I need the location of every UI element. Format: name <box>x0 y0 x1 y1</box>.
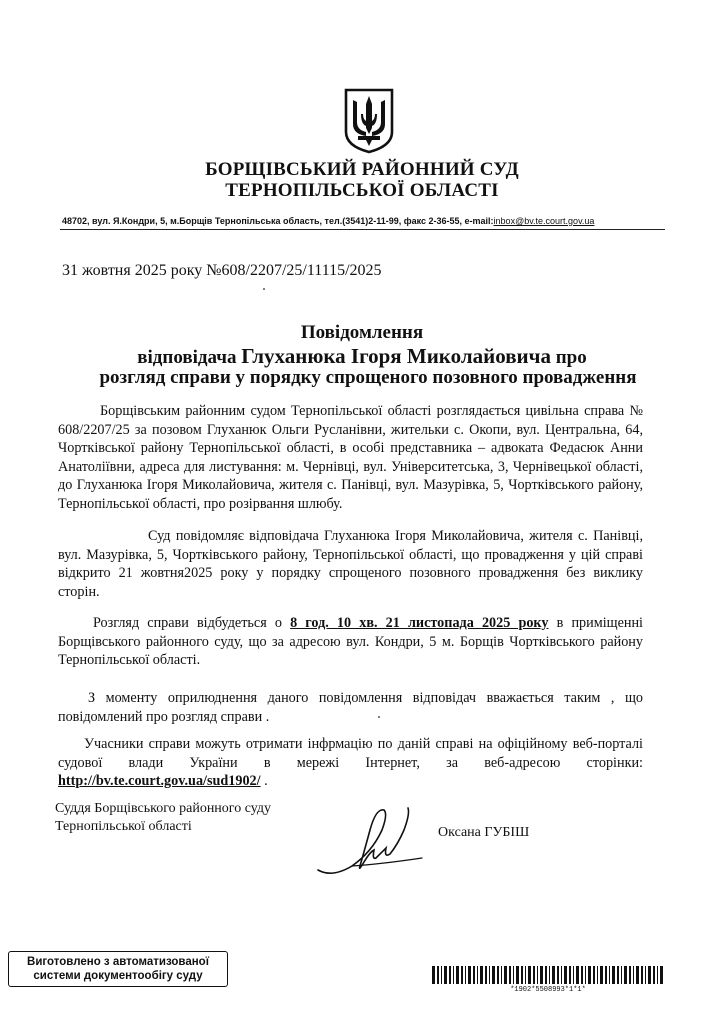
barcode-bar <box>468 966 471 984</box>
barcode-bar <box>564 966 567 984</box>
barcode-bar <box>465 966 466 984</box>
court-name-line2: ТЕРНОПІЛЬСЬКОЇ ОБЛАСТІ <box>225 180 499 201</box>
barcode-bar <box>657 966 658 984</box>
barcode-bar <box>444 966 447 984</box>
scan-speck <box>378 716 380 718</box>
judge-title <box>55 800 271 836</box>
hearing-text-after: в приміщенні Борщівського районного суду, що за адресою вул. Кондри, 5 м. Борщів Чортківського району Тернопільської області. <box>58 615 643 668</box>
barcode-bar <box>609 966 610 984</box>
barcode-bar <box>612 966 615 984</box>
barcode-bar <box>621 966 622 984</box>
paragraph-web-info <box>58 735 643 791</box>
court-website-link[interactable]: http://bv.te.court.gov.ua/sud1902/ <box>58 773 261 789</box>
paragraph-hearing-time <box>58 614 643 670</box>
stamp-line2: системи документообігу суду <box>33 970 203 982</box>
header-divider <box>60 229 665 230</box>
barcode-bar <box>477 966 478 984</box>
barcode-bar <box>585 966 586 984</box>
barcode-bar <box>497 966 499 984</box>
barcode-bar <box>489 966 490 984</box>
barcode-bar <box>629 966 631 984</box>
barcode-bar <box>660 966 663 984</box>
barcode-bar <box>636 966 639 984</box>
barcode-bar <box>588 966 591 984</box>
barcode-bar <box>581 966 583 984</box>
court-email-link[interactable]: inbox@bv.te.court.gov.ua <box>493 216 595 226</box>
hearing-text-before: Розгляд справи відбудеться о <box>93 615 291 631</box>
barcode-bar <box>509 966 511 984</box>
barcode-bar <box>456 966 459 984</box>
judge-title-line1: Суддя Борщівського районного суду <box>55 801 271 816</box>
web-info-text: Учасники справи можуть отримати інфрмацію по даній справі на офіційному веб-порталі судової влади України в мережі Інтернет, за веб-адресою сторінки: <box>58 736 643 771</box>
notice-title: Повідомлення <box>300 322 424 343</box>
judge-title-line2: Тернопільської області <box>55 819 192 834</box>
barcode-bar <box>648 966 651 984</box>
barcode-bar <box>597 966 598 984</box>
barcode-bar <box>504 966 507 984</box>
handwritten-signature <box>312 800 442 880</box>
barcode-bar <box>573 966 574 984</box>
barcode-bar <box>480 966 483 984</box>
barcode-bar <box>437 966 439 984</box>
notice-subtitle-suffix: про <box>550 347 587 368</box>
court-name-line1: БОРЩІВСЬКИЙ РАЙОННИЙ СУД <box>205 159 519 180</box>
barcode-bar <box>492 966 495 984</box>
paragraph-notification: Суд повідомляє відповідача Глуханюка Ігоря Миколайовича, жителя с. Панівці, вул. Мазурівка, 5, Чортківського району, Тернопільської області, що провадження у цій справі відкрито 21 жовтня2025 року у порядку спрощеного позовного провадження без виклику сторін. <box>58 528 643 600</box>
barcode-bar <box>453 966 454 984</box>
coat-of-arms-icon <box>344 88 394 154</box>
defendant-name: Глуханюка Ігоря Миколайовича <box>241 344 551 368</box>
barcode-bar <box>473 966 475 984</box>
notice-subtitle-line2 <box>0 344 724 369</box>
barcode-bar <box>461 966 463 984</box>
barcode-bar <box>533 966 535 984</box>
barcode-bar <box>516 966 519 984</box>
auto-generated-stamp <box>8 951 228 987</box>
barcode-bar <box>617 966 619 984</box>
barcode-bar <box>513 966 514 984</box>
barcode-bar <box>576 966 579 984</box>
barcode-bar <box>521 966 523 984</box>
barcode-bar <box>653 966 655 984</box>
barcode-bar <box>557 966 559 984</box>
web-info-end: . <box>260 773 268 789</box>
barcode-bar <box>485 966 487 984</box>
barcode-bar <box>569 966 571 984</box>
barcode-bar <box>552 966 555 984</box>
barcode-bar <box>624 966 627 984</box>
barcode-bar <box>549 966 550 984</box>
barcode-bar <box>441 966 442 984</box>
judge-name: Оксана ГУБІШ <box>438 825 530 840</box>
barcode-text: *1902*5508993*1*1* <box>510 986 586 994</box>
notice-subtitle-line3: розгляд справи у порядку спрощеного позовного провадження <box>99 367 637 388</box>
paragraph-notice-effect: З моменту оприлюднення даного повідомлення відповідач вважається таким , що повідомлений про розгляд справи . <box>58 690 643 725</box>
barcode-bar <box>501 966 502 984</box>
hearing-datetime: 8 год. 10 хв. 21 листопада 2025 року <box>290 615 549 631</box>
barcode-bar <box>641 966 643 984</box>
barcode-bar <box>432 966 435 984</box>
barcode <box>432 966 664 984</box>
barcode-bar <box>561 966 562 984</box>
barcode-bar <box>537 966 538 984</box>
barcode-bar <box>633 966 634 984</box>
barcode-bar <box>540 966 543 984</box>
document-date-number: 31 жовтня 2025 року №608/2207/25/11115/2025 <box>62 262 382 279</box>
barcode-bar <box>645 966 646 984</box>
barcode-bar <box>605 966 607 984</box>
barcode-bar <box>593 966 595 984</box>
court-address-text: 48702, вул. Я.Кондри, 5, м.Борщів Тернопільська область, тел.(3541)2-11-99, факс 2-36-55, e-mail: <box>62 216 494 226</box>
notice-subtitle-prefix: відповідача <box>137 347 242 368</box>
barcode-bar <box>525 966 526 984</box>
barcode-bar <box>600 966 603 984</box>
barcode-bar <box>545 966 547 984</box>
scan-speck <box>263 288 265 290</box>
barcode-bar <box>449 966 451 984</box>
paragraph-case-description: Борщівським районним судом Тернопільської області розглядається цивільна справа № 608/2207/25 за позовом Глуханюк Ольги Русланівни, жительки с. Окопи, вул. Центральна, 64, Чортківської району Тернопільської області, в особі представника – адвоката Федасюк Анни Анатоліївни, адреса для листування: м. Чернівці, вул. Університетська, 3, Чернівецької області, до Глуханюка Ігоря Миколайовича, жителя с. Панівці, вул. Мазурівка, 5, Чортківського району, Тернопільської області, про розірвання шлюбу. <box>58 403 643 512</box>
barcode-bar <box>528 966 531 984</box>
court-address <box>62 216 672 226</box>
stamp-line1: Виготовлено з автоматизованої <box>27 956 209 968</box>
